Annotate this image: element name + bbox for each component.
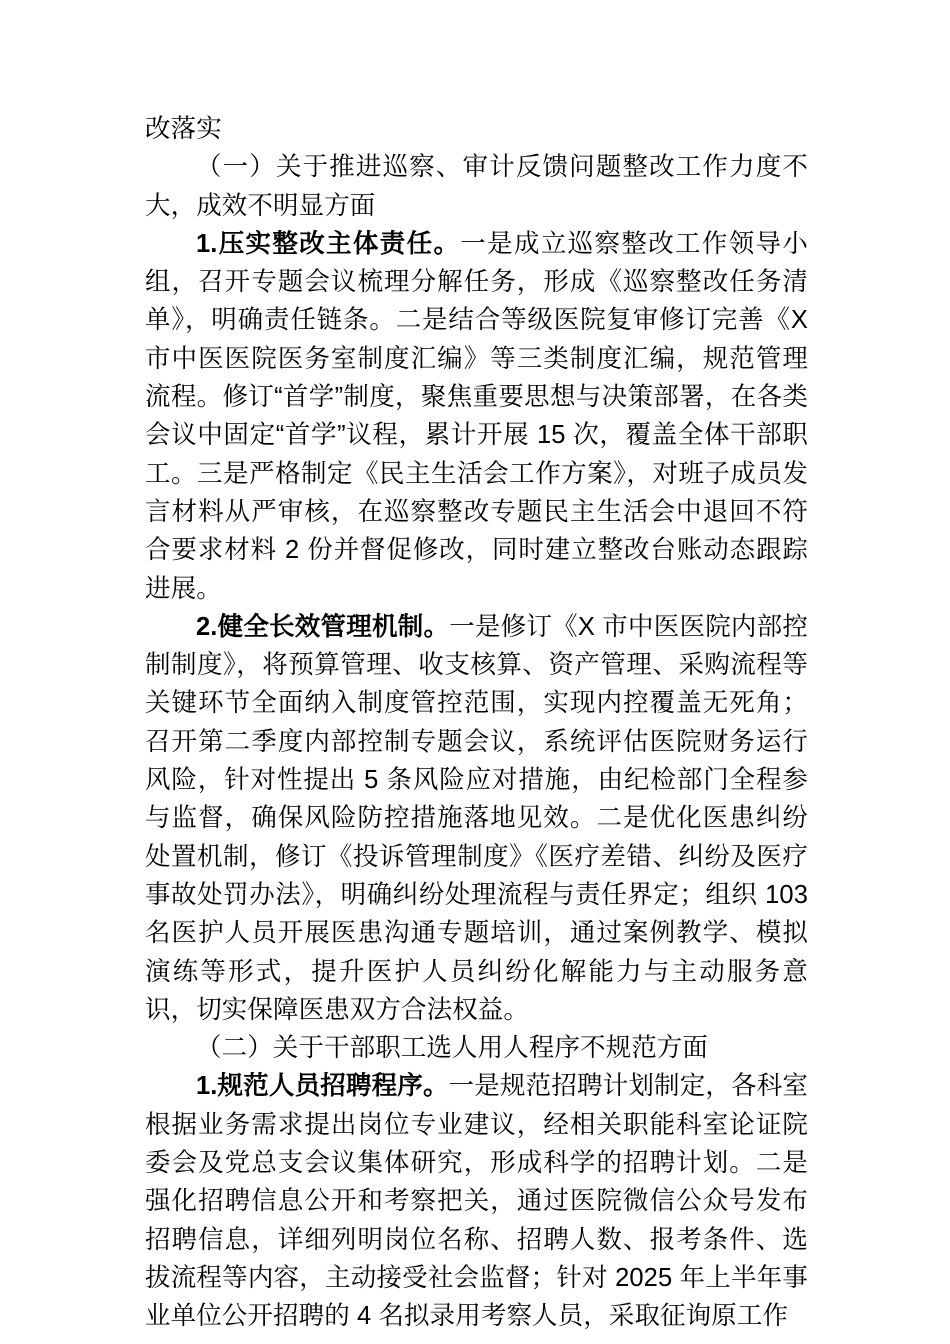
run-in-title: 2.健全长效管理机制。	[196, 612, 450, 641]
run-in-title: 1.压实整改主体责任。	[196, 229, 461, 258]
document-body	[145, 110, 808, 1336]
numbered-item-2-1	[145, 1067, 808, 1335]
section-heading-one: （一）关于推进巡察、审计反馈问题整改工作力度不大，成效不明显方面	[145, 153, 808, 220]
paragraph-text: 一是修订《X 市中医医院内部控制制度》，将预算管理、收支核算、资产管理、采购流程等关键环节全面纳入制度管控范围，实现内控覆盖无死角；召开第二季度内部控制专题会议，系统评估医院财务运行风险，针对性提出 5 条风险应对措施，由纪检部门全程参与监督，确保风险防控措施落地见效。二是优化医患纠纷处置机制，修订《投诉管理制度》《医疗差错、纠纷及医疗事故处罚办法》，明确纠纷处理流程与责任界定；组织 103 名医护人员开展医患沟通专题培训，通过案例教学、模拟演练等形式，提升医护人员纠纷化解能力与主动服务意识，切实保障医患双方合法权益。	[145, 612, 808, 1024]
section-heading-two: （二）关于干部职工选人用人程序不规范方面	[196, 1034, 709, 1063]
numbered-item-1-2	[145, 608, 808, 1029]
paragraph-text: 一是成立巡察整改工作领导小组，召开专题会议梳理分解任务，形成《巡察整改任务清单》，明确责任链条。二是结合等级医院复审修订完善《X 市中医医院医务室制度汇编》等三类制度汇编，规范管理流程。修订“首学”制度，聚焦重要思想与决策部署，在各类会议中固定“首学”议程，累计开展 15 次，覆盖全体干部职工。三是严格制定《民主生活会工作方案》，对班子成员发言材料从严审核，在巡察整改专题民主生活会中退回不符合要求材料 2 份并督促修改，同时建立整改台账动态跟踪进展。	[145, 229, 808, 603]
run-in-title: 1.规范人员招聘程序。	[196, 1072, 449, 1101]
paragraph-continuation: 改落实	[145, 115, 222, 143]
numbered-item-1-1	[145, 225, 808, 608]
paragraph-text: 一是规范招聘计划制定，各科室根据业务需求提出岗位专业建议，经相关职能科室论证院委会及党总支会议集体研究，形成科学的招聘计划。二是强化招聘信息公开和考察把关，通过医院微信公众号发布招聘信息，详细列明岗位名称、招聘人数、报考条件、选拔流程等内容，主动接受社会监督；针对 2025 年上半年事业单位公开招聘的 4 名拟录用考察人员，采取征询原工作	[145, 1072, 808, 1331]
